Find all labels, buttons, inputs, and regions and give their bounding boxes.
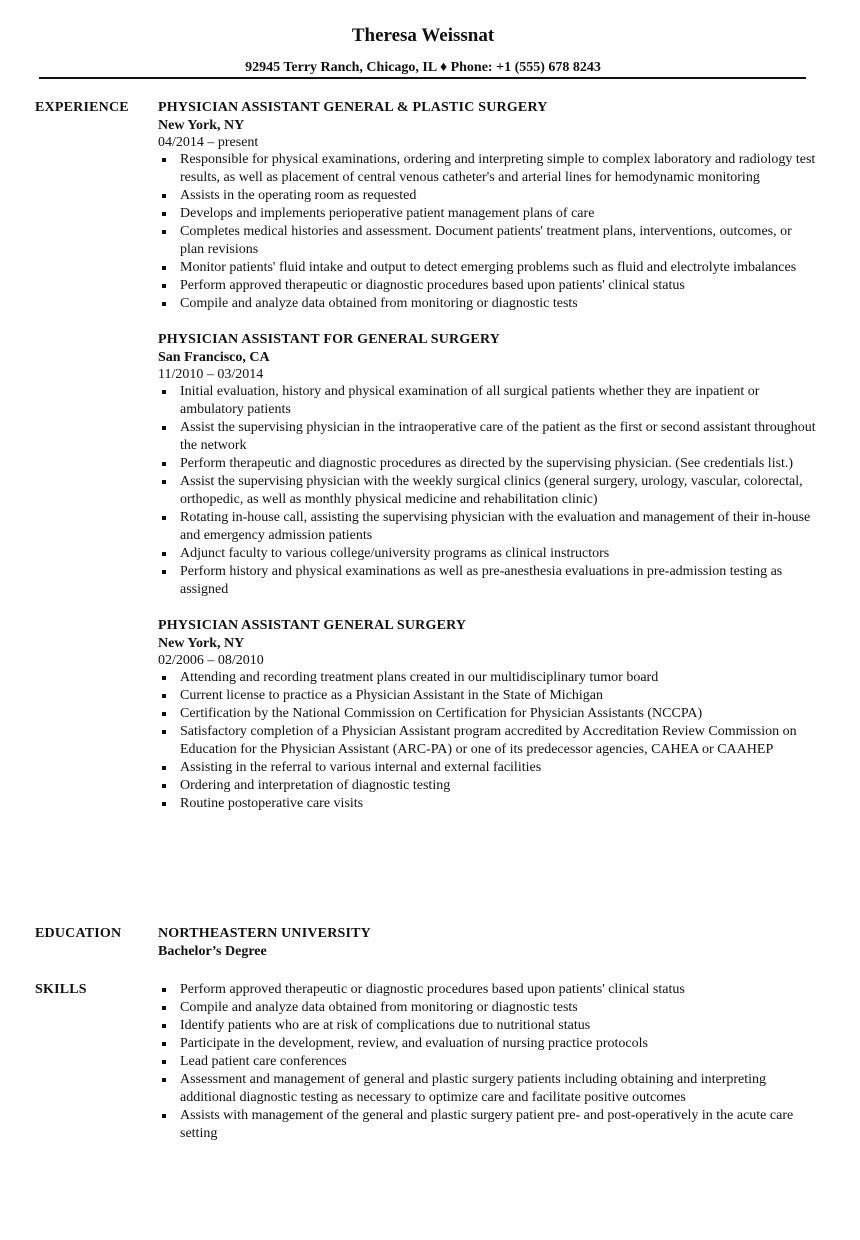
- bullet-icon: [162, 516, 166, 520]
- job-bullets: [158, 151, 818, 313]
- skills-body: [158, 981, 818, 1143]
- bullet-text: Assisting in the referral to various internal and external facilities: [180, 760, 542, 775]
- bullet-icon: [162, 552, 166, 556]
- skill-item: [158, 1107, 818, 1143]
- bullet-item: [158, 205, 818, 223]
- skill-item: [158, 999, 818, 1017]
- candidate-name: Theresa Weissnat: [351, 25, 495, 46]
- skill-text: Participate in the development, review, and evaluation of nursing practice protocols: [180, 1036, 648, 1051]
- bullet-text: Monitor patients' fluid intake and output to detect emerging problems such as fluid and electrolyte imbalances: [180, 260, 797, 275]
- bullet-icon: [162, 712, 166, 716]
- job-entry: [158, 99, 818, 313]
- job-entry: [158, 617, 818, 813]
- bullet-icon: [162, 676, 166, 680]
- skill-text: Assists with management of the general and plastic surgery patient pre- and post-operatively in the acute care setting: [180, 1108, 794, 1141]
- bullet-text: Satisfactory completion of a Physician Assistant program accredited by Accreditation Review Commission on Education for the Physician Assistant (ARC-PA) or one of its predecessor agencies, CAHEA or CAAHEP: [180, 724, 797, 757]
- experience-body: [158, 99, 818, 831]
- bullet-text: Current license to practice as a Physician Assistant in the State of Michigan: [180, 688, 604, 703]
- bullet-text: Perform approved therapeutic or diagnostic procedures based upon patients' clinical status: [180, 278, 685, 293]
- bullet-icon: [162, 158, 166, 162]
- bullet-item: [158, 151, 818, 187]
- bullet-icon: [162, 1042, 166, 1046]
- bullet-item: [158, 723, 818, 759]
- bullet-text: Perform history and physical examinations as well as pre-anesthesia evaluations in pre-admission testing as assigned: [180, 564, 783, 597]
- header-divider: [39, 77, 806, 79]
- bullet-icon: [162, 1024, 166, 1028]
- bullet-item: [158, 669, 818, 687]
- skills-list: [158, 981, 818, 1143]
- bullet-icon: [162, 194, 166, 198]
- job-entry: [158, 331, 818, 599]
- degree: Bachelor’s Degree: [158, 944, 267, 959]
- bullet-text: Assist the supervising physician in the intraoperative care of the patient as the first or second assistant throughout the network: [180, 420, 816, 453]
- bullet-item: [158, 455, 818, 473]
- bullet-icon: [162, 302, 166, 306]
- bullet-icon: [162, 390, 166, 394]
- job-title: PHYSICIAN ASSISTANT FOR GENERAL SURGERY: [158, 332, 501, 347]
- skill-item: [158, 981, 818, 999]
- bullet-text: Develops and implements perioperative patient management plans of care: [180, 206, 595, 221]
- bullet-item: [158, 545, 818, 563]
- bullet-text: Rotating in-house call, assisting the supervising physician with the evaluation and management of their in-house and emergency admission patients: [180, 510, 811, 543]
- section-label-skills: SKILLS: [35, 982, 87, 997]
- job-bullets: [158, 383, 818, 599]
- bullet-icon: [162, 284, 166, 288]
- bullet-icon: [162, 570, 166, 574]
- skill-text: Assessment and management of general and plastic surgery patients including obtaining and interpreting additional diagnostic testing as necessary to optimize care and facilitate positive outcomes: [180, 1072, 767, 1105]
- bullet-icon: [162, 426, 166, 430]
- job-dates: 04/2014 – present: [158, 135, 259, 150]
- bullet-text: Responsible for physical examinations, ordering and interpreting simple to complex laboratory and radiology test results, as well as placement of central venous catheter's and arterial lines for hemodynamic monitoring: [180, 152, 816, 185]
- school-name: NORTHEASTERN UNIVERSITY: [158, 926, 371, 941]
- bullet-icon: [162, 480, 166, 484]
- bullet-icon: [162, 766, 166, 770]
- bullet-text: Completes medical histories and assessment. Document patients' treatment plans, interventions, outcomes, or plan revisions: [180, 224, 792, 257]
- bullet-icon: [162, 212, 166, 216]
- bullet-icon: [162, 694, 166, 698]
- section-label-experience: EXPERIENCE: [35, 100, 129, 115]
- job-location: New York, NY: [158, 636, 245, 651]
- bullet-item: [158, 259, 818, 277]
- bullet-icon: [162, 988, 166, 992]
- job-dates: 11/2010 – 03/2014: [158, 367, 264, 382]
- job-location: New York, NY: [158, 118, 245, 133]
- bullet-icon: [162, 266, 166, 270]
- bullet-item: [158, 705, 818, 723]
- bullet-icon: [162, 1078, 166, 1082]
- bullet-item: [158, 419, 818, 455]
- bullet-item: [158, 563, 818, 599]
- bullet-icon: [162, 1114, 166, 1118]
- job-bullets: [158, 669, 818, 813]
- bullet-icon: [162, 230, 166, 234]
- bullet-icon: [162, 784, 166, 788]
- bullet-item: [158, 687, 818, 705]
- bullet-text: Adjunct faculty to various college/university programs as clinical instructors: [180, 546, 610, 561]
- bullet-item: [158, 795, 818, 813]
- bullet-text: Certification by the National Commission on Certification for Physician Assistants (NCCPA): [180, 706, 703, 721]
- bullet-icon: [162, 462, 166, 466]
- skill-text: Perform approved therapeutic or diagnostic procedures based upon patients' clinical status: [180, 982, 685, 997]
- bullet-item: [158, 223, 818, 259]
- section-label-education: EDUCATION: [35, 926, 122, 941]
- bullet-icon: [162, 802, 166, 806]
- skill-item: [158, 1017, 818, 1035]
- bullet-item: [158, 473, 818, 509]
- bullet-item: [158, 383, 818, 419]
- bullet-icon: [162, 1060, 166, 1064]
- bullet-item: [158, 759, 818, 777]
- bullet-text: Assist the supervising physician with the weekly surgical clinics (general surgery, urology, vascular, colorectal, orthopedic, as well as monthly physical medicine and rehabilitation clinic): [180, 474, 803, 507]
- bullet-text: Perform therapeutic and diagnostic procedures as directed by the supervising physician. (See credentials list.): [180, 456, 794, 471]
- skill-text: Compile and analyze data obtained from monitoring or diagnostic tests: [180, 1000, 578, 1015]
- bullet-item: [158, 187, 818, 205]
- bullet-item: [158, 295, 818, 313]
- bullet-text: Assists in the operating room as requested: [180, 188, 417, 203]
- skill-item: [158, 1071, 818, 1107]
- bullet-icon: [162, 1006, 166, 1010]
- skill-text: Identify patients who are at risk of complications due to nutritional status: [180, 1018, 591, 1033]
- education-body: [158, 925, 818, 960]
- bullet-text: Compile and analyze data obtained from monitoring or diagnostic tests: [180, 296, 578, 311]
- job-title: PHYSICIAN ASSISTANT GENERAL & PLASTIC SURGERY: [158, 100, 548, 115]
- bullet-text: Ordering and interpretation of diagnostic testing: [180, 778, 451, 793]
- bullet-text: Routine postoperative care visits: [180, 796, 364, 811]
- skill-text: Lead patient care conferences: [180, 1054, 347, 1069]
- job-title: PHYSICIAN ASSISTANT GENERAL SURGERY: [158, 618, 467, 633]
- job-dates: 02/2006 – 08/2010: [158, 653, 264, 668]
- bullet-text: Attending and recording treatment plans created in our multidisciplinary tumor board: [180, 670, 659, 685]
- bullet-item: [158, 777, 818, 795]
- bullet-item: [158, 277, 818, 295]
- contact-line: 92945 Terry Ranch, Chicago, IL ♦ Phone: +1 (555) 678 8243: [245, 60, 601, 75]
- job-location: San Francisco, CA: [158, 350, 270, 365]
- skill-item: [158, 1035, 818, 1053]
- bullet-item: [158, 509, 818, 545]
- skill-item: [158, 1053, 818, 1071]
- bullet-text: Initial evaluation, history and physical examination of all surgical patients whether they are inpatient or ambulatory patients: [180, 384, 760, 417]
- bullet-icon: [162, 730, 166, 734]
